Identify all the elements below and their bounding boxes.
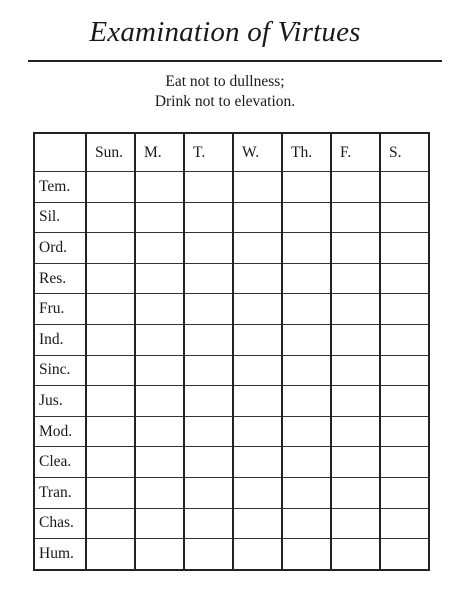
tally-cell[interactable] xyxy=(135,294,184,325)
virtue-label: Tem. xyxy=(34,172,86,203)
tally-cell[interactable] xyxy=(86,508,135,539)
tally-cell[interactable] xyxy=(282,202,331,233)
tally-cell[interactable] xyxy=(282,447,331,478)
tally-cell[interactable] xyxy=(184,324,233,355)
tally-cell[interactable] xyxy=(282,324,331,355)
tally-cell[interactable] xyxy=(380,508,429,539)
virtue-label: Clea. xyxy=(34,447,86,478)
virtue-label: Ord. xyxy=(34,233,86,264)
tally-cell[interactable] xyxy=(380,233,429,264)
virtue-label: Hum. xyxy=(34,539,86,570)
tally-cell[interactable] xyxy=(380,294,429,325)
tally-cell[interactable] xyxy=(135,386,184,417)
tally-cell[interactable] xyxy=(331,539,380,570)
tally-cell[interactable] xyxy=(184,386,233,417)
tally-cell[interactable] xyxy=(282,508,331,539)
day-header: F. xyxy=(331,133,380,172)
tally-cell[interactable] xyxy=(282,386,331,417)
day-header: T. xyxy=(184,133,233,172)
table-row xyxy=(34,477,429,508)
tally-cell[interactable] xyxy=(233,508,282,539)
corner-cell xyxy=(34,133,86,172)
tally-cell[interactable] xyxy=(184,477,233,508)
tally-cell[interactable] xyxy=(282,172,331,203)
tally-cell[interactable] xyxy=(233,477,282,508)
tally-cell[interactable] xyxy=(135,477,184,508)
tally-cell[interactable] xyxy=(135,324,184,355)
tally-cell[interactable] xyxy=(282,233,331,264)
table-row xyxy=(34,202,429,233)
tally-cell[interactable] xyxy=(331,416,380,447)
motto-line-2: Drink not to elevation. xyxy=(154,93,296,110)
tally-cell[interactable] xyxy=(380,172,429,203)
table-row xyxy=(34,233,429,264)
table-row xyxy=(34,386,429,417)
tally-cell[interactable] xyxy=(233,386,282,417)
tally-cell[interactable] xyxy=(282,416,331,447)
tally-cell[interactable] xyxy=(135,263,184,294)
tally-cell[interactable] xyxy=(331,324,380,355)
tally-cell[interactable] xyxy=(380,386,429,417)
tally-cell[interactable] xyxy=(233,263,282,294)
tally-cell[interactable] xyxy=(184,233,233,264)
tally-cell[interactable] xyxy=(380,263,429,294)
tally-cell[interactable] xyxy=(184,172,233,203)
virtue-label: Fru. xyxy=(34,294,86,325)
tally-cell[interactable] xyxy=(184,263,233,294)
tally-cell[interactable] xyxy=(233,172,282,203)
tally-cell[interactable] xyxy=(184,508,233,539)
tally-cell[interactable] xyxy=(135,233,184,264)
header-row xyxy=(34,133,429,172)
tally-cell[interactable] xyxy=(331,447,380,478)
tally-cell[interactable] xyxy=(184,294,233,325)
virtue-label: Res. xyxy=(34,263,86,294)
tally-cell[interactable] xyxy=(282,477,331,508)
tally-cell[interactable] xyxy=(233,447,282,478)
tally-cell[interactable] xyxy=(86,416,135,447)
page-title: Examination of Virtues xyxy=(89,16,361,48)
tally-cell[interactable] xyxy=(86,324,135,355)
tally-cell[interactable] xyxy=(233,233,282,264)
tally-cell[interactable] xyxy=(86,477,135,508)
table-row xyxy=(34,355,429,386)
tally-cell[interactable] xyxy=(282,355,331,386)
tally-cell[interactable] xyxy=(331,355,380,386)
tally-cell[interactable] xyxy=(184,355,233,386)
tally-cell[interactable] xyxy=(233,355,282,386)
tally-cell[interactable] xyxy=(135,416,184,447)
day-header: W. xyxy=(233,133,282,172)
tally-cell[interactable] xyxy=(86,263,135,294)
tally-cell[interactable] xyxy=(331,263,380,294)
tally-cell[interactable] xyxy=(86,447,135,478)
tally-cell[interactable] xyxy=(184,539,233,570)
tally-cell[interactable] xyxy=(331,172,380,203)
tally-cell[interactable] xyxy=(135,355,184,386)
tally-cell[interactable] xyxy=(331,233,380,264)
tally-cell[interactable] xyxy=(331,294,380,325)
virtue-label: Chas. xyxy=(34,508,86,539)
table-row xyxy=(34,294,429,325)
virtue-label: Mod. xyxy=(34,416,86,447)
tally-cell[interactable] xyxy=(86,233,135,264)
motto-line-1: Eat not to dullness; xyxy=(165,73,285,90)
tally-cell[interactable] xyxy=(233,539,282,570)
tally-cell[interactable] xyxy=(184,416,233,447)
table-row xyxy=(34,416,429,447)
tally-cell[interactable] xyxy=(184,202,233,233)
tally-cell[interactable] xyxy=(233,202,282,233)
tally-cell[interactable] xyxy=(135,202,184,233)
day-header: Sun. xyxy=(86,133,135,172)
tally-cell[interactable] xyxy=(86,539,135,570)
tally-cell[interactable] xyxy=(282,539,331,570)
tally-cell[interactable] xyxy=(331,386,380,417)
tally-cell[interactable] xyxy=(331,202,380,233)
tally-cell[interactable] xyxy=(86,294,135,325)
tally-cell[interactable] xyxy=(86,355,135,386)
tally-cell[interactable] xyxy=(86,386,135,417)
table-row xyxy=(34,539,429,570)
virtue-label: Sinc. xyxy=(34,355,86,386)
table-row xyxy=(34,263,429,294)
tally-cell[interactable] xyxy=(380,447,429,478)
tally-cell[interactable] xyxy=(233,294,282,325)
title-rule xyxy=(28,60,442,62)
day-header: M. xyxy=(135,133,184,172)
virtue-label: Sil. xyxy=(34,202,86,233)
tally-cell[interactable] xyxy=(331,508,380,539)
virtue-label: Jus. xyxy=(34,386,86,417)
day-header: Th. xyxy=(282,133,331,172)
day-header: S. xyxy=(380,133,429,172)
tally-cell[interactable] xyxy=(135,539,184,570)
tally-cell[interactable] xyxy=(380,477,429,508)
tally-cell[interactable] xyxy=(233,416,282,447)
table-row xyxy=(34,324,429,355)
tally-cell[interactable] xyxy=(135,447,184,478)
virtue-label: Tran. xyxy=(34,477,86,508)
tally-cell[interactable] xyxy=(380,355,429,386)
tally-cell[interactable] xyxy=(86,172,135,203)
tally-cell[interactable] xyxy=(282,263,331,294)
tally-cell[interactable] xyxy=(282,294,331,325)
tally-cell[interactable] xyxy=(380,539,429,570)
virtue-label: Ind. xyxy=(34,324,86,355)
tally-cell[interactable] xyxy=(86,202,135,233)
table-row xyxy=(34,508,429,539)
virtues-chart xyxy=(33,132,430,571)
tally-cell[interactable] xyxy=(233,324,282,355)
tally-cell[interactable] xyxy=(135,172,184,203)
tally-cell[interactable] xyxy=(380,416,429,447)
tally-cell[interactable] xyxy=(380,202,429,233)
table-row xyxy=(34,172,429,203)
table-row xyxy=(34,447,429,478)
tally-cell[interactable] xyxy=(380,324,429,355)
tally-cell[interactable] xyxy=(184,447,233,478)
tally-cell[interactable] xyxy=(135,508,184,539)
tally-cell[interactable] xyxy=(331,477,380,508)
